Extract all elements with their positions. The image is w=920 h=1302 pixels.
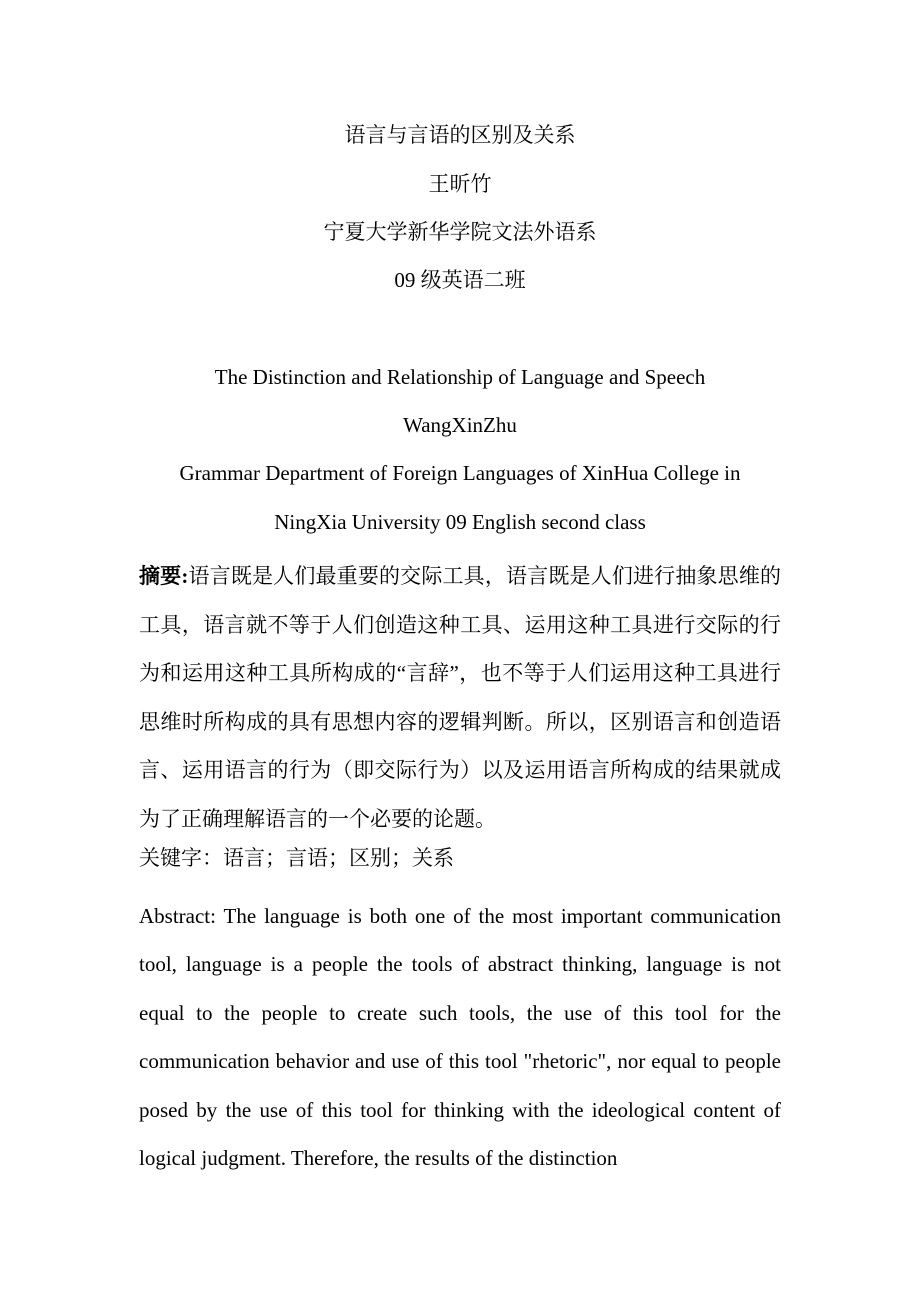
title-cn: 语言与言语的区别及关系 [344, 123, 576, 147]
class-cn: 09 级英语二班 [394, 268, 526, 292]
affiliation-en-line1: Grammar Department of Foreign Languages of XinHua College in [179, 461, 741, 485]
abstract-cn [139, 552, 781, 843]
abstract-cn-text: 语言既是人们最重要的交际工具，语言既是人们进行抽象思维的工具，语言就不等于人们创造这种工具、运用这种工具进行交际的行为和运用这种工具所构成的“言辞”，也不等于人们运用这种工具进行思维时所构成的具有思想内容的逻辑判断。所以，区别语言和创造语言、运用语言的行为（即交际行为）以及运用语言所构成的结果就成为了正确理解语言的一个必要的论题。 [139, 564, 781, 831]
keywords-cn-label: 关键字： [139, 846, 223, 870]
author-cn: 王昕竹 [428, 172, 492, 196]
abstract-cn-label: 摘要: [139, 564, 189, 588]
author-en: WangXinZhu [403, 413, 517, 437]
keywords-cn [139, 843, 781, 873]
abstract-en [139, 892, 781, 1182]
keywords-cn-text: 语言；言语；区别；关系 [223, 846, 454, 870]
affiliation-cn: 宁夏大学新华学院文法外语系 [323, 220, 597, 244]
title-en: The Distinction and Relationship of Language and Speech [214, 365, 706, 389]
abstract-en-text: The language is both one of the most important communication tool, language is a people the tools of abstract thinking, language is not equal to the people to create such tools, the use of this tool for the communication behavior and use of this tool "rhetoric", nor equal to people posed by the use of this tool for thinking with the ideological content of logical judgment. Therefore, the results of the distinction [139, 904, 781, 1171]
affiliation-en-line2: NingXia University 09 English second class [274, 510, 646, 534]
abstract-en-label: Abstract: [139, 904, 216, 928]
